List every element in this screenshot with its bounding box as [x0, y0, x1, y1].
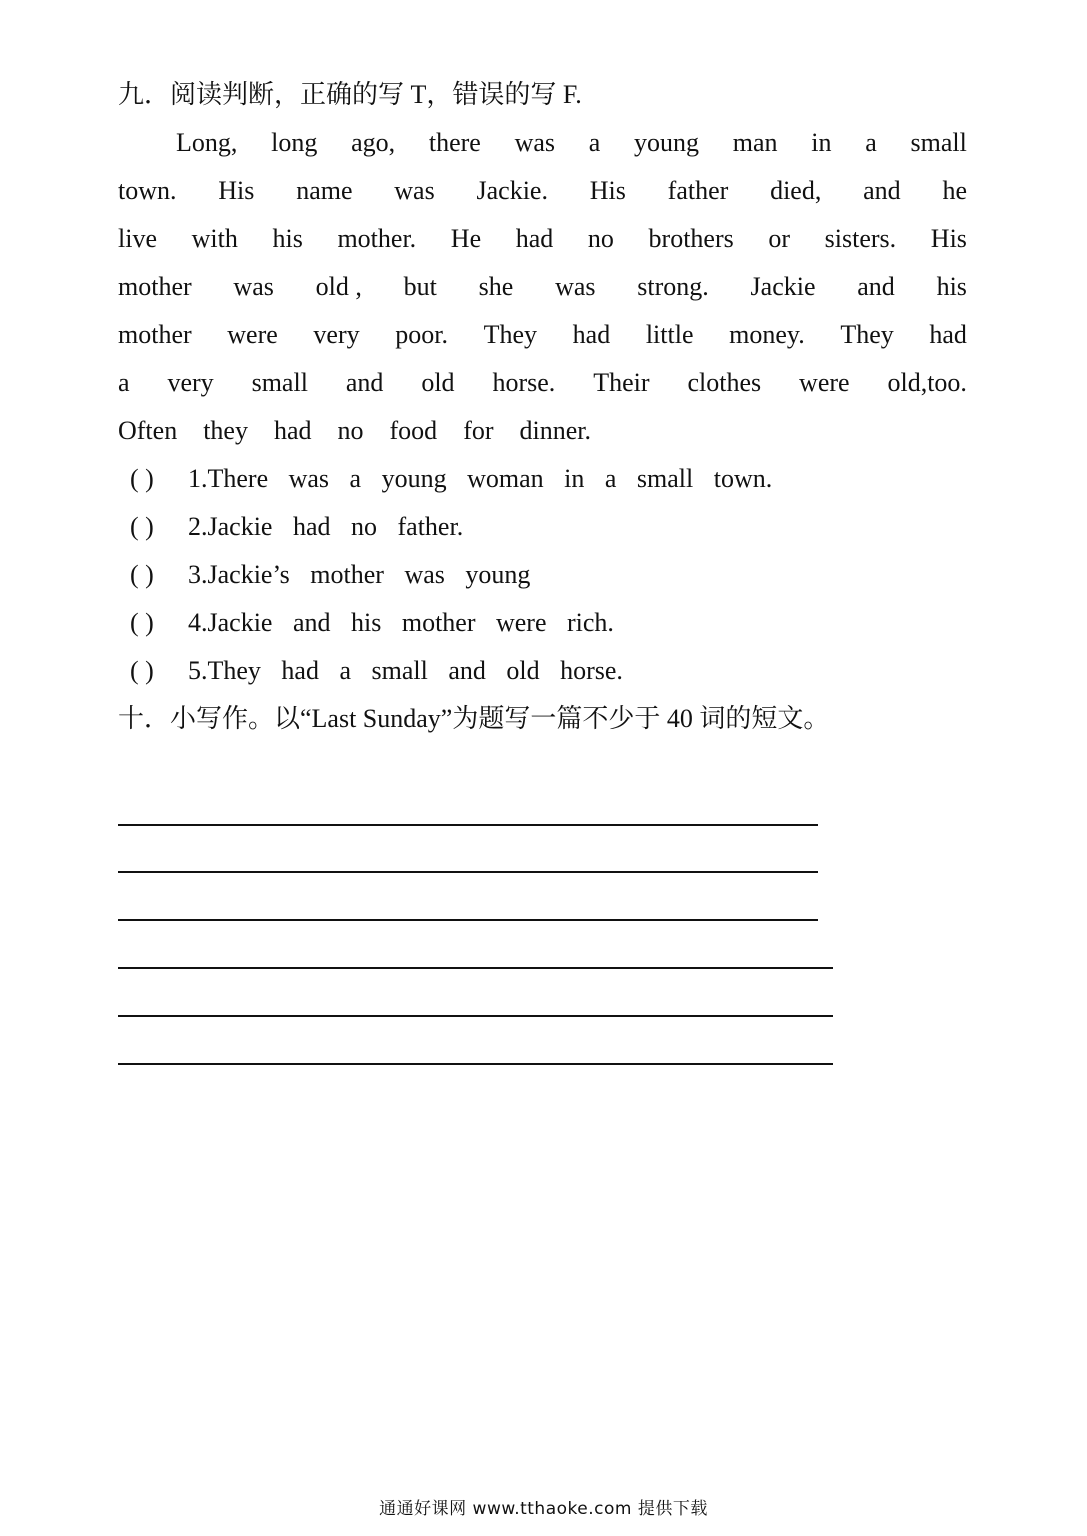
passage-word: clothes [687, 368, 762, 397]
passage-word: sisters. [824, 224, 897, 253]
passage-word: and [857, 272, 895, 301]
passage-word: or [768, 224, 791, 253]
section9-title: 九．阅读判断，正确的写 T，错误的写 F. [118, 80, 582, 109]
writing-line[interactable] [118, 1015, 833, 1017]
question-item [130, 606, 614, 640]
passage-word: his [936, 272, 967, 301]
passage-word: They [483, 320, 538, 349]
passage-word: horse. [492, 368, 556, 397]
answer-parentheses[interactable]: ( ) [130, 560, 154, 589]
passage-word: Often [118, 416, 178, 445]
writing-line[interactable] [118, 919, 818, 921]
writing-line[interactable] [118, 824, 818, 826]
writing-line[interactable] [118, 967, 833, 969]
question-item [130, 462, 772, 496]
passage-word: his [272, 224, 303, 253]
passage-word: was [514, 128, 556, 157]
passage-word: dinner. [519, 416, 592, 445]
passage-line [118, 174, 967, 208]
passage-word: young [634, 128, 700, 157]
writing-line[interactable] [118, 1063, 833, 1065]
passage-line [118, 318, 967, 352]
passage-word: mother [118, 272, 192, 301]
passage-word: a [118, 368, 130, 397]
passage-word: they [203, 416, 248, 445]
question-item [130, 510, 463, 544]
answer-parentheses[interactable]: ( ) [130, 608, 154, 637]
passage-word: He [450, 224, 482, 253]
answer-parentheses[interactable]: ( ) [130, 512, 154, 541]
passage-word: had [929, 320, 967, 349]
passage-word: ago, [351, 128, 396, 157]
passage-line [118, 222, 967, 256]
passage-word: They [840, 320, 894, 349]
passage-word: she [478, 272, 514, 301]
passage-word: money. [729, 320, 805, 349]
passage-word: His [218, 176, 255, 205]
passage-word: father [667, 176, 729, 205]
passage-word: had [273, 416, 312, 445]
passage-word: had [515, 224, 554, 253]
passage-word: were [227, 320, 278, 349]
passage-word: Their [593, 368, 650, 397]
passage-word: old [421, 368, 455, 397]
answer-parentheses[interactable]: ( ) [130, 656, 154, 685]
writing-line[interactable] [118, 871, 818, 873]
passage-word: a [588, 128, 601, 157]
question-text: 5.They had a small and old horse. [188, 656, 623, 685]
question-item [130, 654, 623, 688]
passage-word: little [645, 320, 694, 349]
passage-word: was [555, 272, 596, 301]
passage-word: long [271, 128, 318, 157]
passage-word: town. [118, 176, 177, 205]
passage-line [118, 270, 967, 304]
passage-word: no [587, 224, 614, 253]
question-item [130, 558, 530, 592]
passage-word: was [394, 176, 435, 205]
passage-word: was [233, 272, 274, 301]
passage-word: were [799, 368, 850, 397]
passage-word: and [345, 368, 384, 397]
answer-parentheses[interactable]: ( ) [130, 464, 154, 493]
passage-word: Jackie [750, 272, 816, 301]
passage-word: strong. [637, 272, 709, 301]
passage-word: small [251, 368, 308, 397]
passage-word: old , [315, 272, 362, 301]
passage-word: food [389, 416, 438, 445]
passage-word: Long, [176, 128, 238, 157]
passage-word: in [811, 128, 832, 157]
passage-word: poor. [395, 320, 448, 349]
passage-word: His [589, 176, 626, 205]
passage-line [118, 366, 967, 400]
passage-word: Jackie. [476, 176, 548, 205]
passage-line [176, 126, 967, 160]
question-text: 4.Jackie and his mother were rich. [188, 608, 614, 637]
passage-word: he [942, 176, 967, 205]
footer-watermark: 通通好课网 www.tthaoke.com 提供下载 [379, 1499, 708, 1519]
passage-word: very [167, 368, 214, 397]
passage-word: name [296, 176, 353, 205]
passage-word: and [863, 176, 901, 205]
passage-word: mother. [337, 224, 417, 253]
passage-word: live [118, 224, 157, 253]
passage-word: a [865, 128, 877, 157]
passage-word: very [313, 320, 360, 349]
passage-word: but [403, 272, 437, 301]
passage-word: died, [770, 176, 822, 205]
question-text: 3.Jackie’s mother was young [188, 560, 531, 589]
passage-word: man [732, 128, 778, 157]
passage-word: for [463, 416, 494, 445]
passage-word: His [930, 224, 967, 253]
passage-line [118, 414, 967, 448]
passage-word: no [337, 416, 364, 445]
passage-word: with [191, 224, 238, 253]
passage-word: old,too. [887, 368, 967, 397]
passage-word: brothers [648, 224, 734, 253]
section10-title: 十．小写作。以“Last Sunday”为题写一篇不少于 40 词的短文。 [118, 704, 830, 733]
passage-word: small [910, 128, 967, 157]
question-text: 2.Jackie had no father. [188, 512, 464, 541]
passage-word: had [572, 320, 611, 349]
question-text: 1.There was a young woman in a small town. [188, 464, 773, 493]
passage-word: there [428, 128, 481, 157]
passage-word: mother [118, 320, 192, 349]
